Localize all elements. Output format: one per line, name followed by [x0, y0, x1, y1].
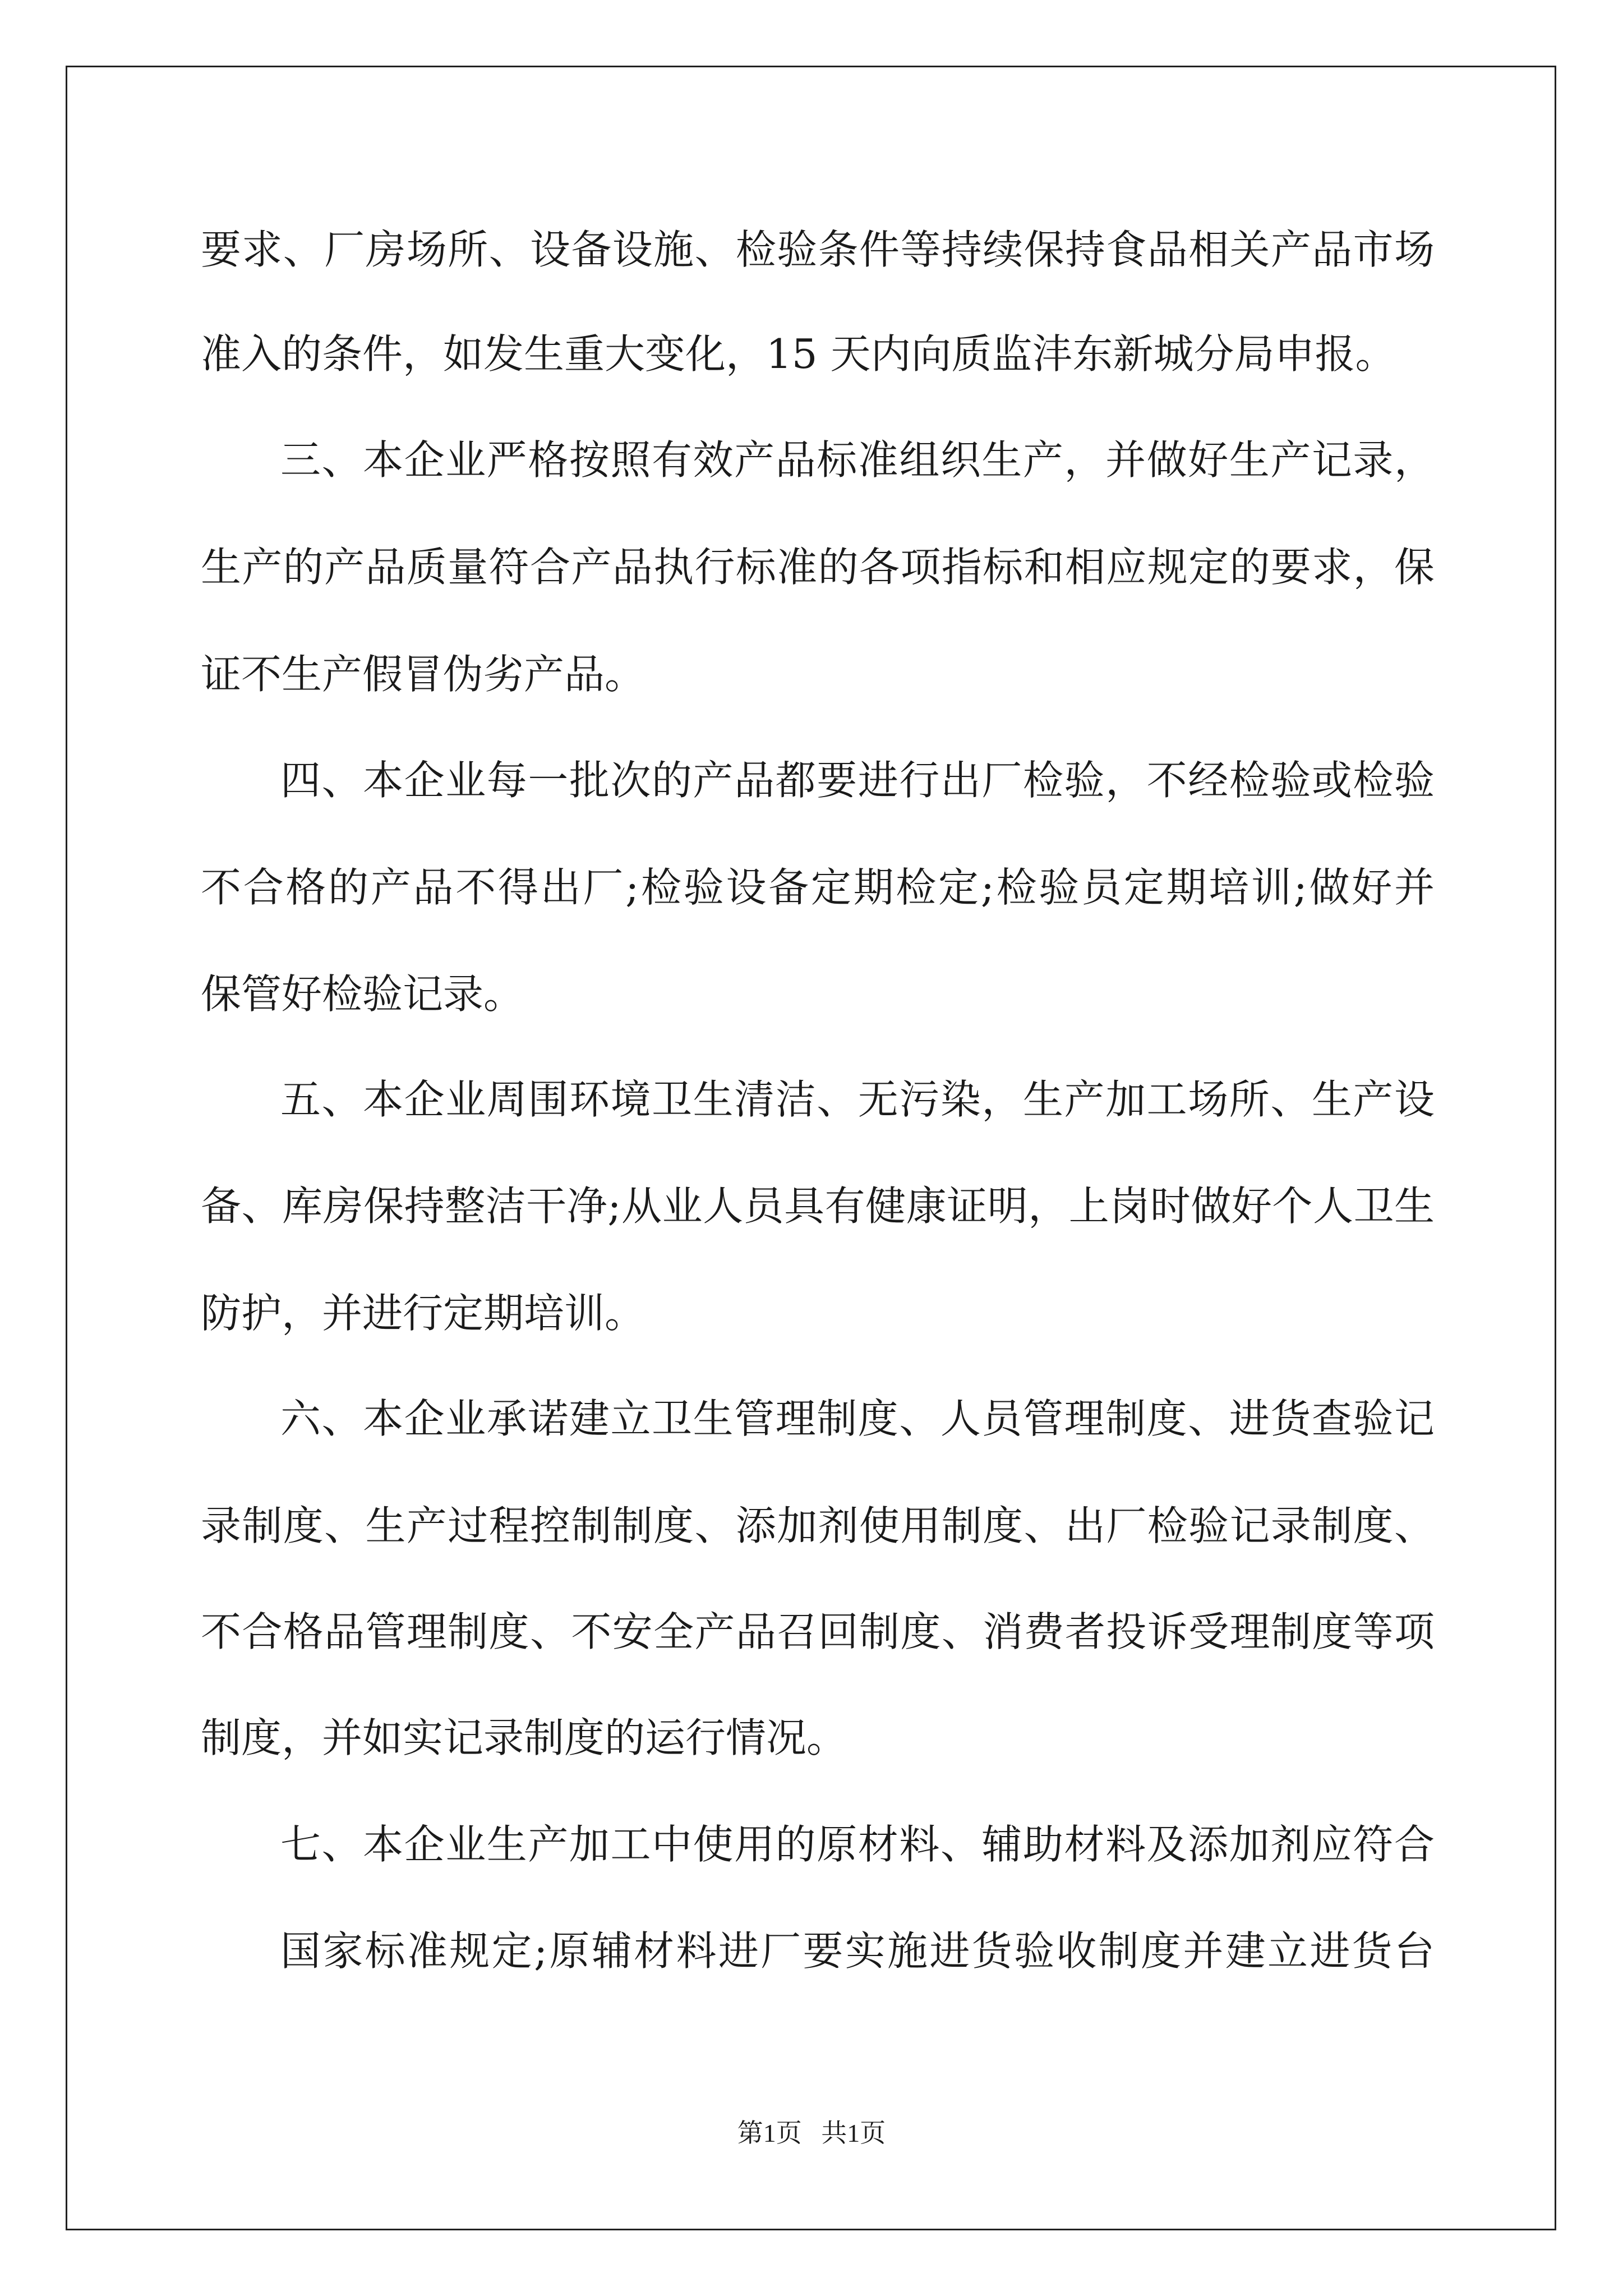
- text-line-16: 七、本企业生产加工中使用的原材料、辅助材料及添加剂应符合: [280, 1821, 1435, 1868]
- text-line-2: 准入的条件，如发生重大变化，15 天内向质监沣东新城分局申报。: [201, 330, 1396, 378]
- text-line-6: 四、本企业每一批次的产品都要进行出厂检验，不经检验或检验: [280, 757, 1435, 804]
- text-line-5: 证不生产假冒伪劣产品。: [201, 651, 645, 698]
- footer-spacer: [802, 2119, 822, 2147]
- text-line-8: 保管好检验记录。: [201, 970, 524, 1018]
- page-total: 共1页: [821, 2119, 886, 2147]
- text-line-10: 备、库房保持整洁干净;从业人员具有健康证明，上岗时做好个人卫生: [201, 1182, 1435, 1230]
- text-line-7: 不合格的产品不得出厂;检验设备定期检定;检验员定期培训;做好并: [201, 864, 1435, 911]
- text-line-4: 生产的产品质量符合产品执行标准的各项指标和相应规定的要求，保: [201, 544, 1435, 591]
- text-line-11: 防护，并进行定期培训。: [201, 1290, 645, 1337]
- text-line-3: 三、本企业严格按照有效产品标准组织生产，并做好生产记录，: [280, 436, 1435, 484]
- page-footer: [0, 2118, 1623, 2149]
- text-line-13: 录制度、生产过程控制制度、添加剂使用制度、出厂检验记录制度、: [201, 1502, 1435, 1549]
- text-line-12: 六、本企业承诺建立卫生管理制度、人员管理制度、进货查验记: [280, 1395, 1435, 1442]
- page-number: 第1页: [737, 2119, 802, 2147]
- text-line-17: 国家标准规定;原辅材料进厂要实施进货验收制度并建立进货台: [280, 1927, 1435, 1975]
- text-line-1: 要求、厂房场所、设备设施、检验条件等持续保持食品相关产品市场: [201, 226, 1435, 273]
- text-line-9: 五、本企业周围环境卫生清洁、无污染，生产加工场所、生产设: [280, 1076, 1435, 1123]
- text-line-15: 制度，并如实记录制度的运行情况。: [201, 1714, 847, 1761]
- page-border: [66, 66, 1556, 2230]
- text-line-14: 不合格品管理制度、不安全产品召回制度、消费者投诉受理制度等项: [201, 1608, 1435, 1655]
